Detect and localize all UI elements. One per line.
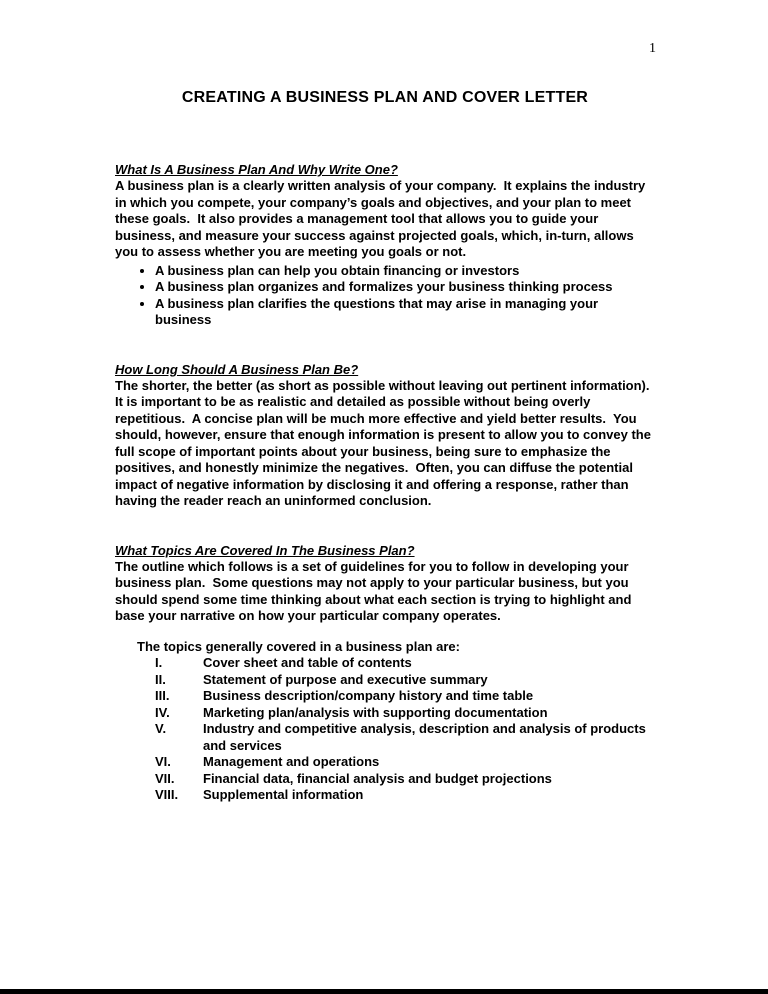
topic-item — [155, 672, 655, 689]
topic-numeral: IV. — [155, 704, 170, 720]
topic-text: Cover sheet and table of contents — [203, 655, 412, 670]
topics-intro: The topics generally covered in a business plan are: — [137, 638, 460, 654]
section-body: The shorter, the better (as short as possible without leaving out pertinent information). It is important to be as realistic and detailed as possible without being overly repetitious. A concise plan will be much more effective and yield better results. You should, however, ensure that enough information is present to allow you to convey the full scope of important points about your business, being sure to emphasize the positives, and honestly minimize the negatives. Often, you can diffuse the potential impact of negative information by disclosing it and offering a response, rather than having the reader reach an uninformed conclusion. — [115, 377, 657, 508]
bullet-item: • A business plan can help you obtain financing or investors — [155, 263, 655, 280]
section-body: The outline which follows is a set of guidelines for you to follow in developing your business plan. Some questions may not apply to your particular business, but you should spend some time thinking about what each section is trying to highlight and base your narrative on how your particular company operates. — [115, 558, 636, 623]
topic-text: Statement of purpose and executive summary — [203, 671, 488, 687]
topic-numeral: VI. — [155, 754, 171, 769]
topic-numeral: V. — [155, 721, 167, 736]
topic-item — [155, 721, 655, 754]
topic-numeral: VIII. — [155, 787, 179, 802]
page-bottom-edge — [0, 989, 768, 994]
topic-text: Business description/company history and time table — [203, 688, 534, 703]
topic-item — [155, 771, 655, 788]
topic-text: Financial data, financial analysis and budget projections — [203, 770, 552, 786]
topic-item — [155, 787, 655, 804]
section-heading: What Topics Are Covered In The Business Plan? — [115, 542, 415, 558]
topic-numeral: II. — [155, 671, 166, 687]
topic-numeral: III. — [155, 688, 170, 703]
section-how-long — [115, 361, 655, 510]
topic-item — [155, 705, 655, 722]
document-title: CREATING A BUSINESS PLAN AND COVER LETTER — [181, 89, 589, 106]
topic-numeral: I. — [155, 655, 163, 670]
topic-text: Marketing plan/analysis with supporting documentation — [203, 704, 548, 720]
topic-numeral: VII. — [155, 770, 175, 786]
section-body: A business plan is a clearly written analysis of your company. It explains the industry in which you compete, your company’s goals and objectives, and your plan to meet these goals. It also provides a management tool that allows you to guide your business, and measure your success against projected goals, which, in-turn, allows you to assess whether you are meeting you goals or not. — [115, 178, 649, 259]
bullet-list — [115, 263, 655, 329]
topic-item — [155, 655, 655, 672]
topic-text: Industry and competitive analysis, description and analysis of products and services — [203, 721, 646, 753]
page-number: 1 — [649, 41, 656, 56]
section-heading: What Is A Business Plan And Why Write One? — [115, 162, 398, 177]
bullet-item: • A business plan clarifies the questions that may arise in managing your business — [155, 296, 655, 329]
topic-text: Management and operations — [203, 754, 380, 769]
topic-item — [155, 754, 655, 771]
section-heading: How Long Should A Business Plan Be? — [115, 361, 359, 377]
section-topics-covered — [115, 542, 655, 804]
section-what-is-a-business-plan — [115, 161, 655, 329]
topic-item — [155, 688, 655, 705]
topic-text: Supplemental information — [203, 787, 364, 802]
bullet-item: • A business plan organizes and formalizes your business thinking process — [155, 279, 655, 296]
topic-list — [155, 655, 655, 804]
